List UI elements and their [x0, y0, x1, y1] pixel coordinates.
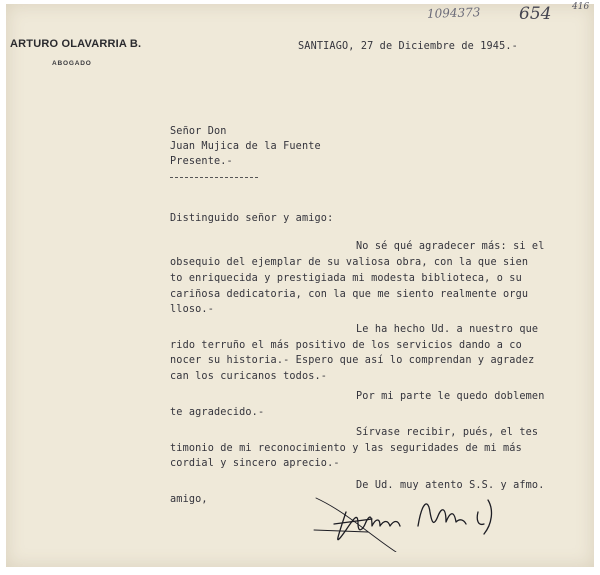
body-line: cordial y sincero aprecio.-: [170, 458, 340, 469]
body-line: Le ha hecho Ud. a nuestro que: [356, 324, 539, 335]
body-line: obsequio del ejemplar de su valiosa obra, con la que sien: [170, 257, 529, 268]
recipient-line-2: Juan Mujica de la Fuente: [170, 141, 321, 152]
body-line: can los curicanos todos.-: [170, 371, 328, 382]
body-line: cariñosa dedicatoria, con la que me siento realmente orgu: [170, 289, 529, 300]
body-line: te agradecido.-: [170, 407, 265, 418]
folio-number: 654: [519, 4, 552, 24]
closing-line: De Ud. muy atento S.S. y afmo.: [356, 480, 545, 491]
letterhead-name: ARTURO OLAVARRIA B.: [10, 38, 142, 50]
body-line: No sé qué agradecer más: si el: [356, 241, 545, 252]
body-line: nocer su historia.- Espero que así lo comprendan y agradez: [170, 355, 535, 366]
salutation: Distinguido señor y amigo:: [170, 213, 334, 224]
closing-line: amigo,: [170, 494, 208, 505]
body-line: Sírvase recibir, pués, el tes: [356, 427, 539, 438]
date-line: SANTIAGO, 27 de Diciembre de 1945.-: [298, 41, 518, 52]
body-line: rido terruño el más positivo de los servicios dando a co: [170, 340, 522, 351]
archive-number: 1094373: [426, 5, 481, 21]
handwritten-signature: [306, 472, 536, 552]
recipient-line-1: Señor Don: [170, 126, 227, 137]
recipient-line-3: Presente.-: [170, 156, 233, 167]
letter-page: [6, 4, 594, 567]
body-line: lloso.-: [170, 304, 214, 315]
body-line: Por mi parte le quedo doblemen: [356, 391, 545, 402]
folio-small-number: 416: [572, 2, 590, 12]
body-line: timonio de mi reconocimiento y las seguridades de mi más: [170, 443, 522, 454]
body-line: to enriquecida y prestigiada mi modesta biblioteca, o su: [170, 273, 522, 284]
recipient-underline: [170, 177, 258, 178]
letterhead-title: ABOGADO: [52, 60, 92, 67]
